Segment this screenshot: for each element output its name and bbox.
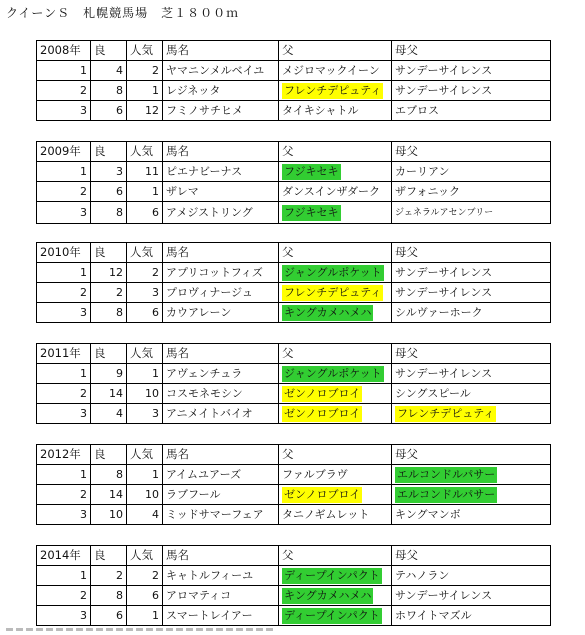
sire-cell-text: キングカメハメハ: [284, 589, 372, 602]
sire-cell: [279, 162, 392, 182]
rank-cell: 3: [37, 404, 91, 424]
damsire-cell: [392, 263, 551, 283]
rank-cell: 2: [37, 586, 91, 606]
post-cell: 2: [91, 283, 127, 303]
horse-cell: ラブフール: [163, 485, 279, 505]
ninki-cell: 2: [127, 61, 163, 81]
ninki-header: 人気: [127, 243, 163, 263]
sire-cell-text: ゼンノロブロイ: [284, 387, 361, 400]
sire-cell-text: タイキシャトル: [282, 104, 359, 117]
sire-cell-text: ジャングルポケット: [284, 367, 382, 380]
damsire-header: 母父: [392, 243, 551, 263]
rank-cell: 2: [37, 81, 91, 101]
damsire-cell: [392, 404, 551, 424]
sire-cell: [279, 566, 392, 586]
ninki-cell: 1: [127, 81, 163, 101]
damsire-cell-text: サンデーサイレンス: [395, 266, 493, 279]
post-cell: 6: [91, 606, 127, 626]
ninki-cell: 12: [127, 101, 163, 121]
post-cell: 8: [91, 465, 127, 485]
table-header-row: [37, 546, 551, 566]
sire-header: 父: [279, 41, 392, 61]
damsire-cell: [392, 202, 551, 224]
damsire-cell-text: シルヴァーホーク: [395, 306, 483, 319]
damsire-cell-text: サンデーサイレンス: [395, 367, 493, 380]
year-header: 2010年: [37, 243, 91, 263]
damsire-cell-text: ホワイトマズル: [395, 609, 472, 622]
ninki-cell: 1: [127, 606, 163, 626]
year-header: 2014年: [37, 546, 91, 566]
year-header: 2009年: [37, 142, 91, 162]
table-row: [37, 283, 551, 303]
post-cell: 8: [91, 303, 127, 323]
post-cell: 4: [91, 404, 127, 424]
damsire-cell: [392, 384, 551, 404]
damsire-header: 母父: [392, 142, 551, 162]
ninki-header: 人気: [127, 546, 163, 566]
sire-cell-text: ディープインパクト: [284, 609, 380, 622]
horse-cell: ミッドサマーフェア: [163, 505, 279, 525]
rank-cell: 2: [37, 182, 91, 202]
rank-cell: 3: [37, 505, 91, 525]
table-row: [37, 182, 551, 202]
damsire-cell: [392, 61, 551, 81]
table-row: [37, 202, 551, 224]
horse-cell: プロヴィナージュ: [163, 283, 279, 303]
table-row: [37, 364, 551, 384]
horse-cell: アメジストリング: [163, 202, 279, 224]
rank-cell: 1: [37, 162, 91, 182]
horse-header: 馬名: [163, 243, 279, 263]
sire-cell: [279, 61, 392, 81]
ninki-cell: 10: [127, 384, 163, 404]
damsire-header: 母父: [392, 41, 551, 61]
horse-header: 馬名: [163, 344, 279, 364]
table-row: [37, 263, 551, 283]
damsire-cell: [392, 606, 551, 626]
rank-cell: 2: [37, 485, 91, 505]
sire-cell: [279, 364, 392, 384]
post-cell: 8: [91, 81, 127, 101]
ninki-header: 人気: [127, 445, 163, 465]
horse-cell: アニメイトバイオ: [163, 404, 279, 424]
ninki-cell: 3: [127, 404, 163, 424]
horse-cell: スマートレイアー: [163, 606, 279, 626]
sire-cell: [279, 465, 392, 485]
ninki-cell: 2: [127, 263, 163, 283]
sire-cell: [279, 485, 392, 505]
horse-cell: アプリコットフィズ: [163, 263, 279, 283]
sire-cell-text: ダンスインザダーク: [282, 185, 381, 198]
damsire-cell: [392, 465, 551, 485]
ninki-cell: 6: [127, 586, 163, 606]
sire-cell: [279, 182, 392, 202]
sire-cell-text: フジキセキ: [284, 206, 339, 219]
sire-header: 父: [279, 243, 392, 263]
table-row: [37, 404, 551, 424]
baba-header: 良: [91, 344, 127, 364]
sire-cell-text: ジャングルポケット: [284, 266, 382, 279]
footer-divider: [6, 624, 276, 634]
damsire-cell-text: キングマンボ: [395, 508, 461, 521]
rank-cell: 1: [37, 566, 91, 586]
post-cell: 6: [91, 101, 127, 121]
table-row: [37, 61, 551, 81]
baba-header: 良: [91, 546, 127, 566]
results-table: [36, 545, 551, 626]
ninki-cell: 3: [127, 283, 163, 303]
table-row: [37, 101, 551, 121]
horse-cell: アイムユアーズ: [163, 465, 279, 485]
sire-header: 父: [279, 344, 392, 364]
ninki-header: 人気: [127, 41, 163, 61]
sire-cell-text: ディープインパクト: [284, 569, 380, 582]
sire-cell: [279, 404, 392, 424]
sire-cell: [279, 283, 392, 303]
table-header-row: [37, 243, 551, 263]
post-cell: 2: [91, 566, 127, 586]
sire-cell-text: キングカメハメハ: [284, 306, 372, 319]
sire-cell-text: メジロマックイーン: [282, 64, 380, 77]
sire-cell-text: ファルブラヴ: [282, 468, 348, 481]
sire-cell-text: フレンチデピュティ: [284, 84, 382, 97]
horse-cell: アヴェンチュラ: [163, 364, 279, 384]
sire-cell-text: ゼンノロブロイ: [284, 407, 361, 420]
table-header-row: [37, 344, 551, 364]
table-row: [37, 81, 551, 101]
table-header-row: [37, 142, 551, 162]
footer-divider-line: [6, 628, 276, 631]
ninki-header: 人気: [127, 142, 163, 162]
horse-header: 馬名: [163, 142, 279, 162]
baba-header: 良: [91, 142, 127, 162]
damsire-cell: [392, 162, 551, 182]
damsire-cell-text: ザフォニック: [395, 185, 461, 198]
ninki-header: 人気: [127, 344, 163, 364]
table-header-row: [37, 41, 551, 61]
baba-header: 良: [91, 243, 127, 263]
damsire-cell: [392, 364, 551, 384]
table-row: [37, 606, 551, 626]
sire-cell-text: フジキセキ: [284, 165, 339, 178]
damsire-header: 母父: [392, 445, 551, 465]
horse-cell: アロマティコ: [163, 586, 279, 606]
ninki-cell: 6: [127, 303, 163, 323]
damsire-cell: [392, 81, 551, 101]
rank-cell: 2: [37, 384, 91, 404]
sire-cell: [279, 606, 392, 626]
damsire-header: 母父: [392, 344, 551, 364]
rank-cell: 1: [37, 263, 91, 283]
sire-cell: [279, 586, 392, 606]
baba-header: 良: [91, 445, 127, 465]
damsire-cell: [392, 505, 551, 525]
results-table: [36, 444, 551, 525]
damsire-cell: [392, 485, 551, 505]
damsire-cell-text: サンデーサイレンス: [395, 589, 493, 602]
damsire-cell-text: サンデーサイレンス: [395, 84, 493, 97]
sire-header: 父: [279, 142, 392, 162]
post-cell: 6: [91, 182, 127, 202]
post-cell: 9: [91, 364, 127, 384]
damsire-cell: [392, 283, 551, 303]
post-cell: 8: [91, 586, 127, 606]
post-cell: 10: [91, 505, 127, 525]
horse-cell: キャトルフィーユ: [163, 566, 279, 586]
table-header-row: [37, 445, 551, 465]
sire-cell: [279, 505, 392, 525]
damsire-cell-text: テハノラン: [395, 569, 450, 582]
sire-cell-text: ゼンノロブロイ: [284, 488, 361, 501]
damsire-cell: [392, 303, 551, 323]
damsire-cell-text: エブロス: [395, 104, 439, 117]
sire-header: 父: [279, 546, 392, 566]
rank-cell: 2: [37, 283, 91, 303]
ninki-cell: 10: [127, 485, 163, 505]
post-cell: 14: [91, 485, 127, 505]
horse-header: 馬名: [163, 41, 279, 61]
ninki-cell: 4: [127, 505, 163, 525]
damsire-cell-text: エルコンドルパサー: [397, 468, 496, 481]
ninki-cell: 11: [127, 162, 163, 182]
post-cell: 14: [91, 384, 127, 404]
horse-header: 馬名: [163, 546, 279, 566]
table-row: [37, 465, 551, 485]
results-table: [36, 242, 551, 323]
post-cell: 3: [91, 162, 127, 182]
year-header: 2008年: [37, 41, 91, 61]
post-cell: 4: [91, 61, 127, 81]
horse-cell: カウアレーン: [163, 303, 279, 323]
sire-cell: [279, 263, 392, 283]
damsire-cell: [392, 586, 551, 606]
year-header: 2011年: [37, 344, 91, 364]
table-row: [37, 485, 551, 505]
sire-cell: [279, 101, 392, 121]
table-row: [37, 505, 551, 525]
post-cell: 8: [91, 202, 127, 224]
rank-cell: 3: [37, 303, 91, 323]
damsire-header: 母父: [392, 546, 551, 566]
ninki-cell: 1: [127, 364, 163, 384]
horse-cell: フミノサチヒメ: [163, 101, 279, 121]
rank-cell: 3: [37, 202, 91, 224]
sire-cell-text: タニノギムレット: [282, 508, 370, 521]
ninki-cell: 2: [127, 566, 163, 586]
table-row: [37, 586, 551, 606]
sire-cell-text: フレンチデピュティ: [284, 286, 382, 299]
damsire-cell-text: フレンチデピュティ: [397, 407, 495, 420]
results-table: [36, 343, 551, 424]
post-cell: 12: [91, 263, 127, 283]
rank-cell: 3: [37, 606, 91, 626]
ninki-cell: 1: [127, 465, 163, 485]
rank-cell: 1: [37, 61, 91, 81]
ninki-cell: 6: [127, 202, 163, 224]
year-header: 2012年: [37, 445, 91, 465]
sire-cell: [279, 384, 392, 404]
sire-cell: [279, 303, 392, 323]
damsire-cell-text: ジェネラルアセンブリー: [395, 208, 494, 218]
horse-cell: コスモネモシン: [163, 384, 279, 404]
damsire-cell-text: カーリアン: [395, 165, 450, 178]
table-row: [37, 566, 551, 586]
baba-header: 良: [91, 41, 127, 61]
page-title: クイーンＳ 札幌競馬場 芝１８００ｍ: [6, 6, 240, 20]
rank-cell: 1: [37, 364, 91, 384]
damsire-cell: [392, 182, 551, 202]
rank-cell: 3: [37, 101, 91, 121]
damsire-cell-text: エルコンドルパサー: [397, 488, 496, 501]
rank-cell: 1: [37, 465, 91, 485]
table-row: [37, 162, 551, 182]
horse-cell: ザレマ: [163, 182, 279, 202]
horse-cell: ヤマニンメルベイユ: [163, 61, 279, 81]
damsire-cell-text: サンデーサイレンス: [395, 64, 493, 77]
damsire-cell-text: サンデーサイレンス: [395, 286, 493, 299]
horse-cell: レジネッタ: [163, 81, 279, 101]
horse-cell: ピエナビーナス: [163, 162, 279, 182]
sire-cell: [279, 81, 392, 101]
table-row: [37, 384, 551, 404]
damsire-cell: [392, 101, 551, 121]
table-row: [37, 303, 551, 323]
damsire-cell-text: シングスピール: [395, 387, 471, 400]
ninki-cell: 1: [127, 182, 163, 202]
results-table: [36, 141, 551, 224]
sire-header: 父: [279, 445, 392, 465]
damsire-cell: [392, 566, 551, 586]
results-table: [36, 40, 551, 121]
horse-header: 馬名: [163, 445, 279, 465]
sire-cell: [279, 202, 392, 224]
